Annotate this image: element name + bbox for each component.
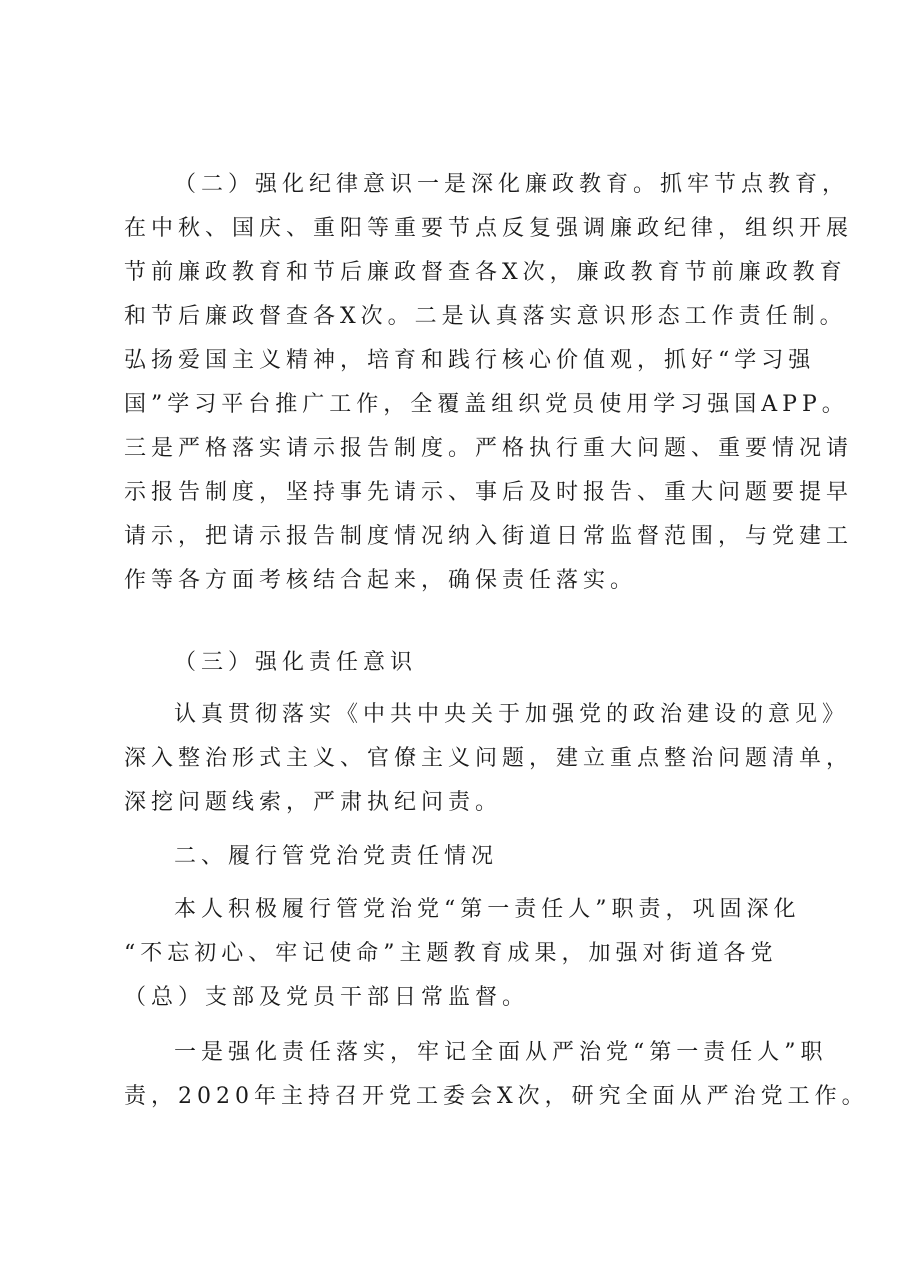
paragraph-line: 责，2020年主持召开党工委会X次，研究全面从严治党工作。 xyxy=(124,1084,869,1109)
paragraph-line: 弘扬爱国主义精神，培育和践行核心价值观，抓好“学习强 xyxy=(124,348,816,373)
paragraph-line: 三是严格落实请示报告制度。严格执行重大问题、重要情况请 xyxy=(124,436,854,461)
part-2-paragraph-2 xyxy=(124,1031,869,1119)
section-2-paragraph xyxy=(124,163,854,603)
paragraph-line: 请示，把请示报告制度情况纳入街道日常监督范围，与党建工 xyxy=(124,524,854,549)
paragraph-line: 在中秋、国庆、重阳等重要节点反复强调廉政纪律，组织开展 xyxy=(124,216,854,241)
paragraph-line: 深挖问题线索，严肃执纪问责。 xyxy=(124,790,503,815)
paragraph-line: 认真贯彻落实《中共中央关于加强党的政治建设的意见》 xyxy=(174,702,850,727)
paragraph-line: 深入整治形式主义、官僚主义问题，建立重点整治问题清单， xyxy=(124,746,854,771)
part-2-heading-block xyxy=(124,835,804,879)
paragraph-line: 本人积极履行管党治党“第一责任人”职责，巩固深化 xyxy=(174,897,801,922)
section-3-heading-block xyxy=(124,641,804,685)
paragraph-line: 和节后廉政督查各X次。二是认真落实意识形态工作责任制。 xyxy=(124,304,847,329)
paragraph-line: 示报告制度，坚持事先请示、事后及时报告、重大问题要提早 xyxy=(124,480,854,505)
part-2-paragraph-1 xyxy=(124,888,804,1020)
paragraph-line: 作等各方面考核结合起来，确保责任落实。 xyxy=(124,568,638,593)
section-heading: （三）强化责任意识 xyxy=(174,650,418,675)
paragraph-line: “不忘初心、牢记使命”主题教育成果，加强对街道各党 xyxy=(124,941,778,966)
paragraph-line: （二）强化纪律意识一是深化廉政教育。抓牢节点教育， xyxy=(174,172,850,197)
paragraph-line: 节前廉政教育和节后廉政督查各X次，廉政教育节前廉政教育 xyxy=(124,260,847,285)
paragraph-line: （总）支部及党员干部日常监督。 xyxy=(124,985,530,1010)
paragraph-line: 一是强化责任落实，牢记全面从严治党“第一责任人”职 xyxy=(174,1040,828,1065)
paragraph-line: 国”学习平台推广工作，全覆盖组织党员使用学习强国APP。 xyxy=(124,392,849,417)
part-heading: 二、履行管党治党责任情况 xyxy=(174,844,499,869)
section-3-paragraph xyxy=(124,693,854,825)
